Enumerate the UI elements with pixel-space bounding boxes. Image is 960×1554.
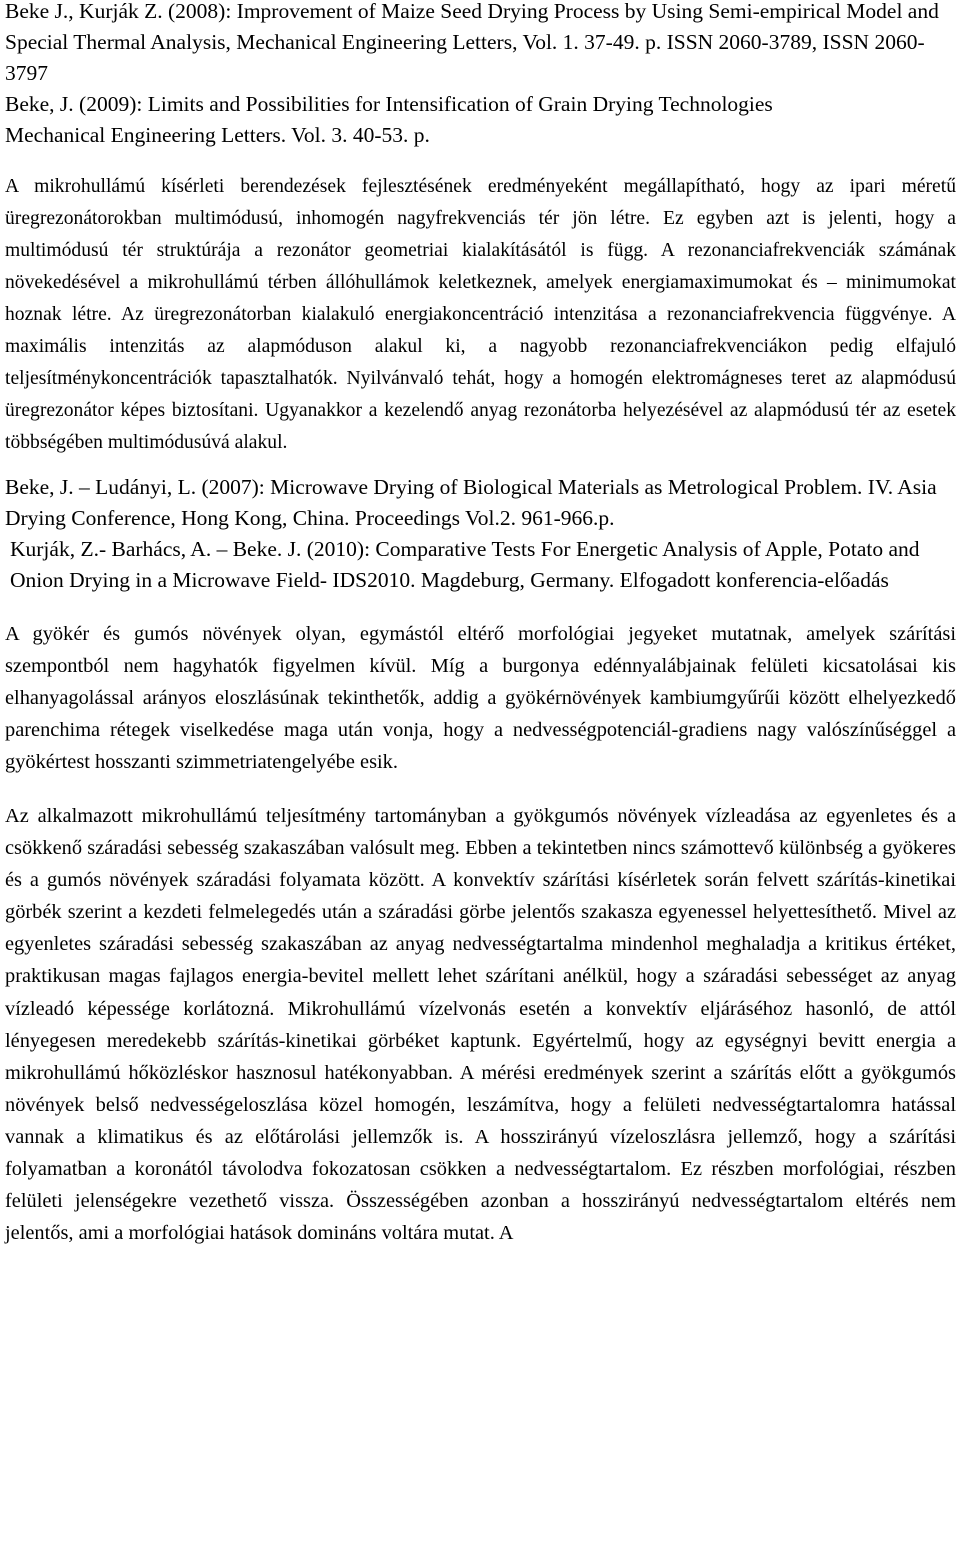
paragraph-drying-kinetics: Az alkalmazott mikrohullámú teljesítmény tartományban a gyökgumós növények vízleadása az egyenletes és a csökkenő száradási sebesség szakaszában valósult meg. Ebben a tekintetben nincs számottevő különbség a gyökeres és a gumós növények száradási folyamata között. A konvektív szárítási kísérletek során felvett szárítás-kinetikai görbék szerint a kezdeti felmelegedés után a száradási görbe jelentős szakasza egyenessel helyettesíthető. Mivel az egyenletes száradási sebesség szakaszában az anyag nedvességtartalma mindenhol meghaladja a kritikus értéket, praktikusan magas fajlagos energia-bevitel mellett lehet szárítani anélkül, hogy a száradási sebességet az anyag vízleadó képessége korlátozná. Mikrohullámú vízelvonás esetén a konvektív eljáráséhoz hasonló, de attól lényegesen meredekebb szárítás-kinetikai görbéket kaptunk. Egyértelmű, hogy az egységnyi bevitt energia a mikrohullámú hőközléskor hasznosul hatékonyabban. A mérési eredmények szerint a szárítás előtt a gyökgumós növények belső nedvességeloszlása közel homogén, leszámítva, hogy a felületi nedvességtartalomra hatással vannak a klimatikus és az előtárolási jellemzők is. A hosszirányú vízeloszlásra jellemző, hogy a szárítási folyamatban a koronától távolodva fokozatosan csökken a nedvességtartalom. Ez részben morfológiai, részben felületi jelenségekre vezethető vissza. Összességében azonban a hosszirányú nedvességtartalom eltérés nem jelentős, ami a morfológiai hatások domináns voltára mutat. A [5, 805, 956, 1245]
reference-kurjak-barhacs-beke-2010: Kurják, Z.- Barhács, A. – Beke. J. (2010): Comparative Tests For Energetic Analysis of Apple, Potato and Onion Drying in a Microwave Field- IDS2010. Magdeburg, Germany. Elfogadott konferencia-előadás [10, 537, 920, 592]
paragraph-root-tuber-morphology: A gyökér és gumós növények olyan, egymástól eltérő morfológiai jegyeket mutatnak, amelyek szárítási szempontból nem hagyhatók figyelmen kívül. Míg a burgonya edénnyalábjainak felületi kicsatolásai kis elhanyagolással arányos eloszlásúnak tekinthetők, addig a gyökérnövények kambiumgyűrűi között elhelyezkedő parenchima rétegek viselkedése maga után vonja, hogy a nedvességpotenciál-gradiens nagy valószínűséggel a gyökértest hosszanti szimmetriatengelyébe esik. [5, 623, 956, 773]
reference-beke-2009-journal: Mechanical Engineering Letters. Vol. 3. 40-53. p. [5, 123, 430, 147]
paragraph-microwave-resonator: A mikrohullámú kísérleti berendezések fejlesztésének eredményeként megállapítható, hogy az ipari méretű üregrezonátorokban multimódusú, inhomogén nagyfrekvenciás tér jön létre. Ez egyben azt is jelenti, hogy a multimódusú tér struktúrája a rezonátor geometriai kialakításától is függ. A rezonanciafrekvenciák számának növekedésével a mikrohullámú térben állóhullámok keletkeznek, amelyek energiamaximumokat és – minimumokat hoznak létre. Az üregrezonátorban kialakuló energiakoncentráció intenzitása a rezonanciafrekvencia függvénye. A maximális intenzitás az alapmóduson alakul ki, a nagyobb rezonanciafrekvenciákon pedig elfajuló teljesítménykoncentrációk tapasztalhatók. Nyilvánvaló tehát, hogy a homogén elektromágneses teret az alapmódusú üregrezonátor képes biztosítani. Ugyanakkor a kezelendő anyag rezonátorba helyezésével az alapmódusú tér az esetek többségében multimódusúvá alakul. [5, 176, 956, 453]
reference-beke-2009: Beke, J. (2009): Limits and Possibilities for Intensification of Grain Drying Technologies [5, 92, 773, 116]
reference-beke-kurjak-2008: Beke J., Kurják Z. (2008): Improvement of Maize Seed Drying Process by Using Semi-empirical Model and Special Thermal Analysis, Mechanical Engineering Letters, Vol. 1. 37-49. p. ISSN 2060-3789, ISSN 2060-3797 [5, 0, 939, 85]
reference-beke-ludanyi-2007: Beke, J. – Ludányi, L. (2007): Microwave Drying of Biological Materials as Metrological Problem. IV. Asia Drying Conference, Hong Kong, China. Proceedings Vol.2. 961-966.p. [5, 475, 937, 530]
